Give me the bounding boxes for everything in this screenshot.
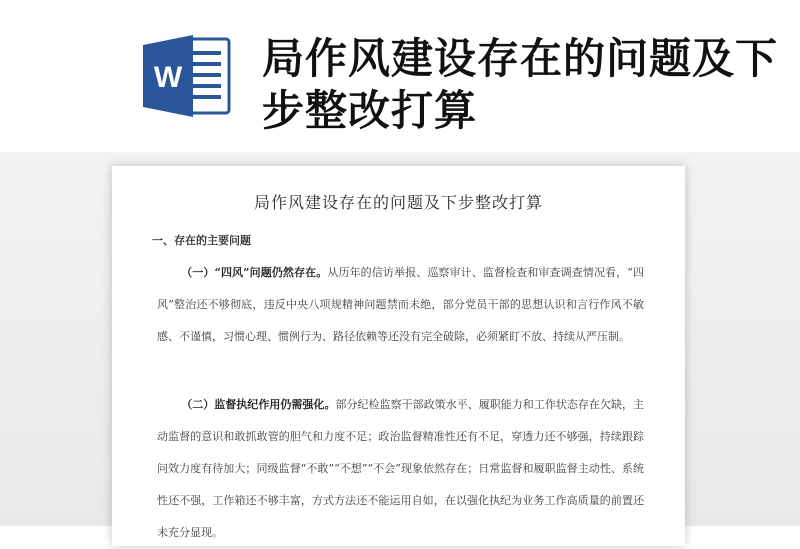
document-page <box>112 166 685 546</box>
header-banner <box>0 0 800 160</box>
word-icon-letter: W <box>153 61 183 94</box>
page-headline: 局作风建设存在的问题及下步整改打算 <box>262 34 779 135</box>
paragraph-1-body: 从历年的信访举报、巡察审计、监督检查和审查调查情况看，“四风”整治还不够彻底，违反中央八项规精神问题禁而未绝，部分党员干部的思想认识和言行作风不敏感、不谨慎，习惯心理、惯例行为、路径依赖等还没有完全破除，必须紧盯不放、持续从严压制。 <box>157 266 645 343</box>
paragraph-2-body: 部分纪检监察干部政策水平、履职能力和工作状态存在欠缺，主动监督的意识和敢抓敢管的胆气和力度不足；政治监督精准性还有不足，穿透力还不够强，持续跟踪问效力度有待加大；同级监督“不敢”“不想”“不会”现象依然存在；日常监督和履职监督主动性、系统性还不强，工作箱还不够丰富，方式方法还不能运用自如，在以强化执纪为业务工作高质量的前置还未充分显现。 <box>157 398 645 539</box>
paragraph-1 <box>157 257 644 353</box>
section-heading: 一、存在的主要问题 <box>152 234 251 247</box>
word-icon <box>141 33 233 119</box>
document-title: 局作风建设存在的问题及下步整改打算 <box>253 193 543 212</box>
paragraph-2-lead: （二）监督执纪作用仍需强化。 <box>181 398 336 411</box>
paragraph-2 <box>157 389 644 549</box>
paragraph-1-lead: （一）“四风”问题仍然存在。 <box>181 266 328 279</box>
